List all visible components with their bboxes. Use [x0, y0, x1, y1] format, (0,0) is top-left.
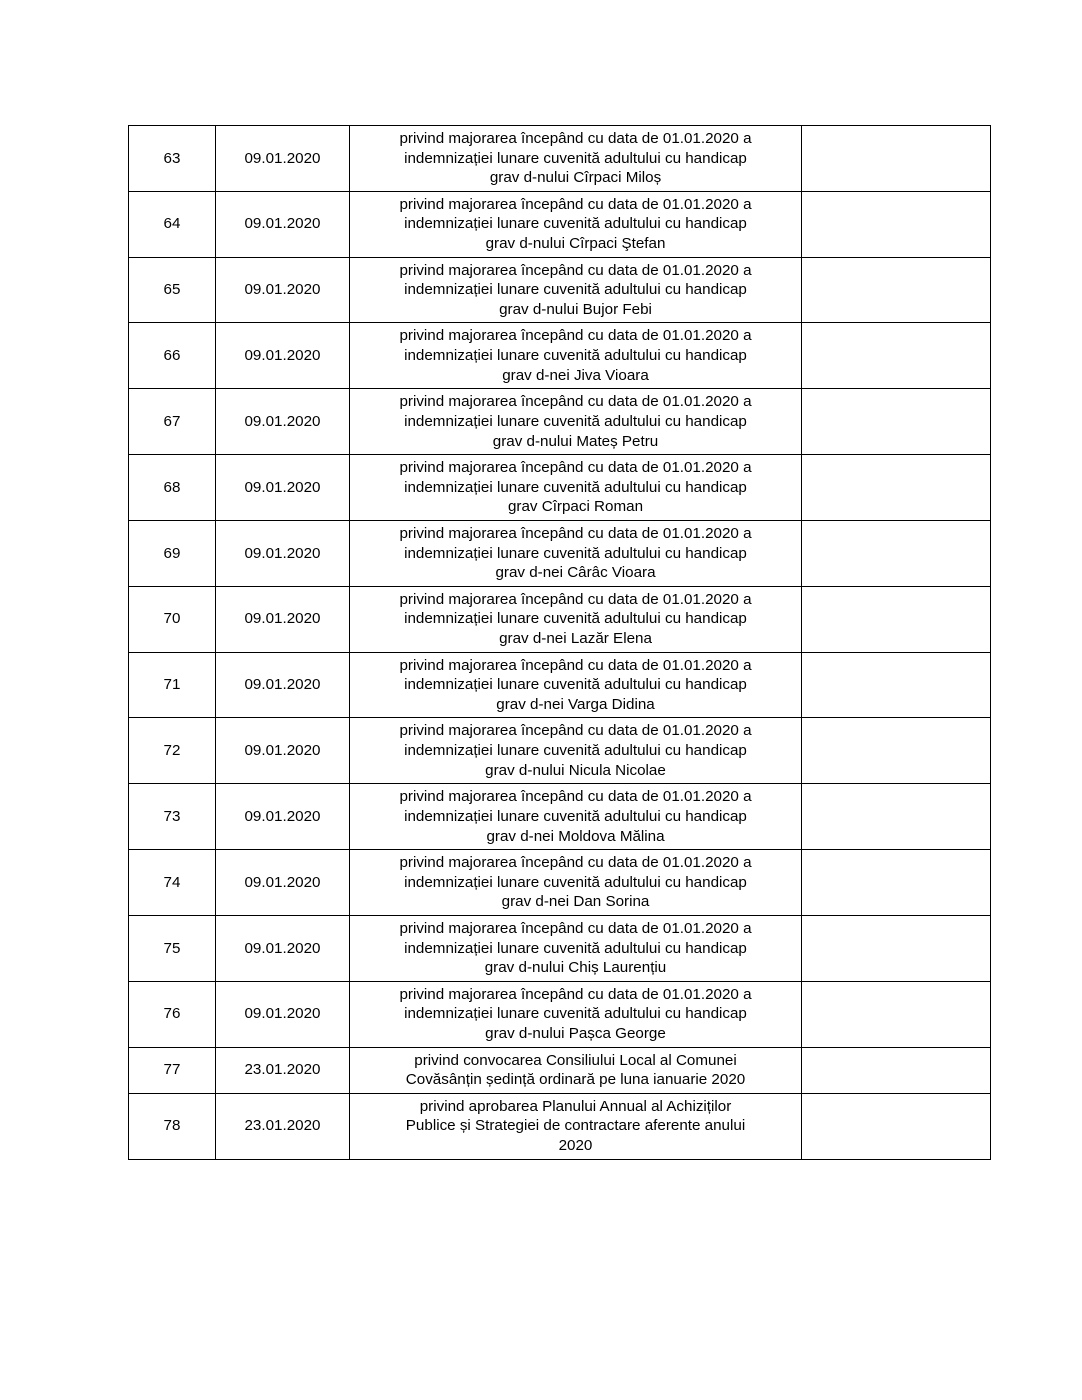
description-line: indemnizației lunare cuvenită adultului cu handicap	[404, 544, 747, 562]
description-line: grav d-nei Lazăr Elena	[499, 630, 652, 648]
description-line: grav d-nei Jiva Vioara	[502, 366, 649, 384]
cell-description	[350, 1047, 802, 1093]
description-line: indemnizației lunare cuvenită adultului cu handicap	[404, 149, 747, 167]
description-line: privind majorarea începând cu data de 01.01.2020 a	[399, 788, 752, 806]
cell-observations	[802, 981, 991, 1047]
cell-description	[350, 323, 802, 389]
description-line: indemnizației lunare cuvenită adultului cu handicap	[404, 939, 747, 957]
description-line: grav d-nei Varga Didina	[496, 695, 655, 713]
cell-observations	[802, 586, 991, 652]
description-line: privind majorarea începând cu data de 01.01.2020 a	[399, 195, 752, 213]
cell-description	[350, 126, 802, 192]
cell-date: 23.01.2020	[216, 1093, 350, 1159]
cell-description	[350, 389, 802, 455]
cell-date: 09.01.2020	[216, 520, 350, 586]
description-line: indemnizației lunare cuvenită adultului cu handicap	[404, 807, 747, 825]
cell-observations	[802, 389, 991, 455]
description-line: grav d-nei Moldova Mălina	[486, 827, 665, 845]
description-line: grav d-nului Mateș Petru	[492, 432, 659, 450]
description-line: indemnizației lunare cuvenită adultului cu handicap	[404, 478, 747, 496]
cell-date: 23.01.2020	[216, 1047, 350, 1093]
description-line: grav d-nului Pașca George	[485, 1024, 666, 1042]
description-line: privind majorarea începând cu data de 01.01.2020 a	[399, 590, 752, 608]
table-row	[129, 520, 991, 586]
cell-observations	[802, 850, 991, 916]
decisions-table	[128, 125, 991, 1160]
cell-number: 66	[129, 323, 216, 389]
cell-description	[350, 257, 802, 323]
cell-number: 77	[129, 1047, 216, 1093]
description-line: privind majorarea începând cu data de 01.01.2020 a	[399, 261, 752, 279]
cell-description	[350, 850, 802, 916]
cell-number: 69	[129, 520, 216, 586]
cell-description	[350, 191, 802, 257]
table-row	[129, 1093, 991, 1159]
description-line: Covăsânțin ședință ordinară pe luna ianuarie 2020	[405, 1071, 746, 1089]
description-line: indemnizației lunare cuvenită adultului cu handicap	[404, 1005, 747, 1023]
cell-date: 09.01.2020	[216, 191, 350, 257]
cell-observations	[802, 1047, 991, 1093]
cell-description	[350, 915, 802, 981]
cell-date: 09.01.2020	[216, 915, 350, 981]
table-row	[129, 850, 991, 916]
description-line: Publice și Strategiei de contractare aferente anului	[405, 1117, 746, 1135]
cell-number: 70	[129, 586, 216, 652]
description-line: indemnizației lunare cuvenită adultului cu handicap	[404, 873, 747, 891]
description-line: indemnizației lunare cuvenită adultului cu handicap	[404, 676, 747, 694]
cell-description	[350, 455, 802, 521]
description-line: indemnizației lunare cuvenită adultului cu handicap	[404, 610, 747, 628]
cell-description	[350, 718, 802, 784]
table-row	[129, 652, 991, 718]
description-line: grav d-nei Dan Sorina	[501, 893, 650, 911]
cell-date: 09.01.2020	[216, 718, 350, 784]
cell-observations	[802, 191, 991, 257]
description-line: grav d-nului Bujor Febi	[499, 300, 652, 318]
cell-observations	[802, 323, 991, 389]
cell-number: 73	[129, 784, 216, 850]
cell-observations	[802, 520, 991, 586]
cell-description	[350, 652, 802, 718]
cell-date: 09.01.2020	[216, 652, 350, 718]
description-line: privind majorarea începând cu data de 01.01.2020 a	[399, 327, 752, 345]
cell-description	[350, 520, 802, 586]
description-line: grav d-nului Cîrpaci Ştefan	[485, 235, 666, 253]
cell-observations	[802, 455, 991, 521]
description-line: grav d-nului Cîrpaci Miloș	[489, 169, 662, 187]
description-line: indemnizației lunare cuvenită adultului cu handicap	[404, 347, 747, 365]
description-line: privind majorarea începând cu data de 01.01.2020 a	[399, 656, 752, 674]
cell-observations	[802, 718, 991, 784]
description-line: indemnizației lunare cuvenită adultului cu handicap	[404, 742, 747, 760]
cell-number: 76	[129, 981, 216, 1047]
cell-date: 09.01.2020	[216, 850, 350, 916]
description-line: 2020	[558, 1137, 593, 1155]
cell-date: 09.01.2020	[216, 784, 350, 850]
cell-date: 09.01.2020	[216, 981, 350, 1047]
cell-number: 72	[129, 718, 216, 784]
description-line: privind majorarea începând cu data de 01.01.2020 a	[399, 722, 752, 740]
cell-description	[350, 784, 802, 850]
table-row	[129, 323, 991, 389]
cell-number: 75	[129, 915, 216, 981]
table-row	[129, 1047, 991, 1093]
description-line: privind majorarea începând cu data de 01.01.2020 a	[399, 524, 752, 542]
description-line: grav d-nei Cârâc Vioara	[495, 564, 656, 582]
cell-number: 63	[129, 126, 216, 192]
description-line: grav d-nului Nicula Nicolae	[485, 761, 666, 779]
table-row	[129, 981, 991, 1047]
table-row	[129, 389, 991, 455]
cell-number: 68	[129, 455, 216, 521]
description-line: privind majorarea începând cu data de 01.01.2020 a	[399, 459, 752, 477]
cell-observations	[802, 1093, 991, 1159]
description-line: grav Cîrpaci Roman	[507, 498, 644, 516]
table-body	[129, 126, 991, 1160]
cell-number: 71	[129, 652, 216, 718]
description-line: privind convocarea Consiliului Local al Comunei	[414, 1051, 737, 1069]
cell-description	[350, 981, 802, 1047]
description-line: indemnizației lunare cuvenită adultului cu handicap	[404, 281, 747, 299]
description-line: indemnizației lunare cuvenită adultului cu handicap	[404, 215, 747, 233]
table-row	[129, 784, 991, 850]
cell-description	[350, 1093, 802, 1159]
description-line: privind majorarea începând cu data de 01.01.2020 a	[399, 919, 752, 937]
table-row	[129, 257, 991, 323]
cell-number: 65	[129, 257, 216, 323]
table-row	[129, 915, 991, 981]
cell-date: 09.01.2020	[216, 323, 350, 389]
description-line: grav d-nului Chiș Laurențiu	[484, 959, 667, 977]
cell-description	[350, 586, 802, 652]
cell-date: 09.01.2020	[216, 257, 350, 323]
description-line: privind majorarea începând cu data de 01.01.2020 a	[399, 985, 752, 1003]
cell-date: 09.01.2020	[216, 455, 350, 521]
table-row	[129, 586, 991, 652]
table-row	[129, 455, 991, 521]
table-row	[129, 718, 991, 784]
cell-observations	[802, 257, 991, 323]
cell-number: 64	[129, 191, 216, 257]
description-line: privind majorarea începând cu data de 01.01.2020 a	[399, 130, 752, 147]
cell-date: 09.01.2020	[216, 389, 350, 455]
description-line: privind majorarea începând cu data de 01.01.2020 a	[399, 393, 752, 411]
description-line: indemnizației lunare cuvenită adultului cu handicap	[404, 412, 747, 430]
cell-observations	[802, 126, 991, 192]
cell-observations	[802, 784, 991, 850]
cell-number: 78	[129, 1093, 216, 1159]
cell-number: 67	[129, 389, 216, 455]
cell-date: 09.01.2020	[216, 586, 350, 652]
description-line: privind majorarea începând cu data de 01.01.2020 a	[399, 854, 752, 872]
cell-date: 09.01.2020	[216, 126, 350, 192]
cell-observations	[802, 915, 991, 981]
description-line: privind aprobarea Planului Annual al Achiziților	[419, 1097, 732, 1115]
table-row	[129, 126, 991, 192]
table-row	[129, 191, 991, 257]
cell-number: 74	[129, 850, 216, 916]
cell-observations	[802, 652, 991, 718]
